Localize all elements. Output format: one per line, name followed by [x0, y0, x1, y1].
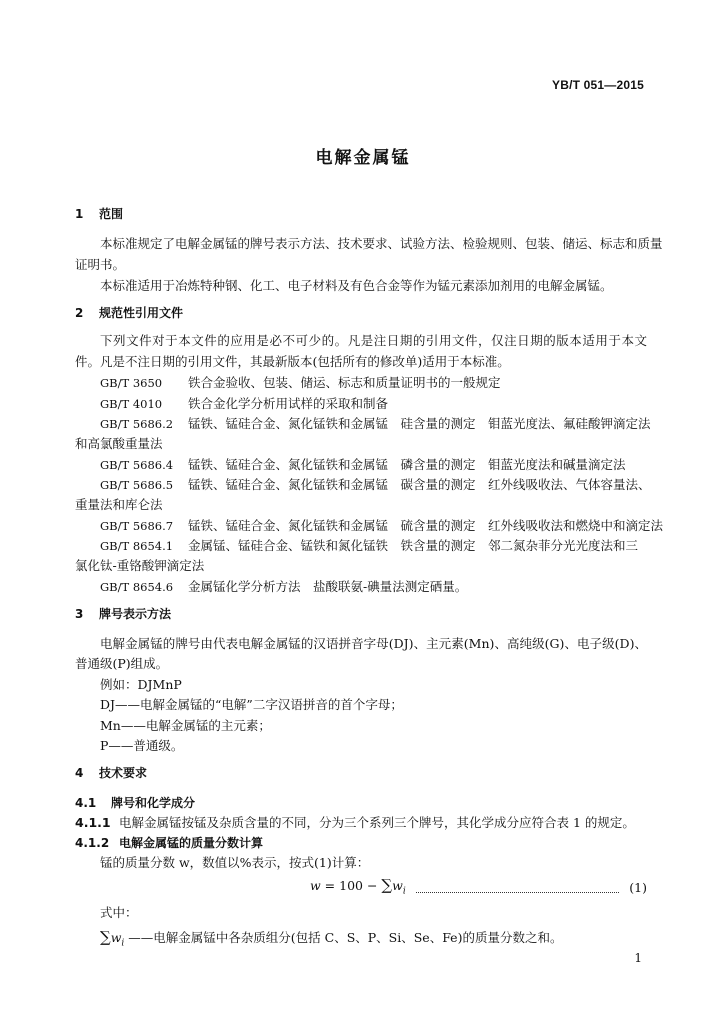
section-4-heading: [75, 765, 647, 781]
paragraph-line: 下列文件对于本文件的应用是必不可少的。凡是注日期的引用文件，仅注日期的版本适用于本文: [100, 333, 647, 348]
clause-4-1-2-heading: [75, 835, 647, 851]
subsection-number: 4.1: [75, 796, 97, 810]
variable-definition: [100, 929, 647, 952]
reference-title: 铁合金化学分析用试样的采取和制备: [188, 396, 389, 411]
reference-item: [100, 538, 647, 554]
paragraph-line: 普通级(P)组成。: [75, 656, 169, 671]
section-number: 1: [75, 207, 84, 221]
reference-item: [100, 416, 651, 432]
section-number: 2: [75, 306, 84, 320]
reference-item: [100, 375, 647, 391]
document-title: 电解金属锰: [315, 148, 411, 168]
formula-lhs: w: [310, 878, 321, 893]
formula-expression: [310, 877, 406, 900]
formula-number: (1): [629, 880, 647, 896]
reference-title: 锰铁、锰硅合金、氮化锰铁和金属锰 磷含量的测定 钼蓝光度法和碱量滴定法: [188, 457, 626, 472]
section-number: 3: [75, 607, 84, 621]
definition-subscript: i: [121, 938, 125, 949]
paragraph-line: 电解金属锰的牌号由代表电解金属锰的汉语拼音字母(DJ)、主元素(Mn)、高纯级(G)、电子级(D)、: [100, 636, 647, 651]
paragraph-line: 证明书。: [75, 257, 126, 272]
reference-title: 锰铁、锰硅合金、氮化锰铁和金属锰 碳含量的测定 红外线吸收法、气体容量法、: [188, 477, 651, 492]
reference-title-continued: 和高氯酸重量法: [75, 436, 163, 451]
sigma-symbol: ∑: [100, 928, 111, 946]
clause-number: 4.1.2: [75, 836, 110, 850]
reference-code: GB/T 8654.1: [100, 539, 174, 553]
subsection-title: 牌号和化学成分: [111, 796, 196, 810]
formula-1: [310, 877, 647, 900]
dot-leader: [416, 884, 620, 893]
reference-code: GB/T 5686.7: [100, 519, 174, 533]
definition-var: w: [110, 930, 122, 945]
paragraph-line: 本标准适用于冶炼特种钢、化工、电子材料及有色合金等作为锰元素添加剂用的电解金属锰。: [100, 278, 613, 293]
definition-mn: Mn——电解金属锰的主元素；: [100, 718, 271, 733]
section-1-heading: [75, 206, 647, 222]
section-2-heading: [75, 305, 647, 321]
definition-p: P——普通级。: [100, 738, 184, 753]
reference-item: [100, 579, 647, 595]
clause-4-1-1: [75, 815, 647, 831]
paragraph-line: 件。凡是不注日期的引用文件，其最新版本(包括所有的修改单)适用于本标准。: [75, 354, 510, 369]
section-title: 牌号表示方法: [99, 607, 172, 621]
reference-code: GB/T 5686.4: [100, 458, 174, 472]
reference-title: 锰铁、锰硅合金、氮化锰铁和金属锰 硫含量的测定 红外线吸收法和燃烧中和滴定法: [188, 518, 664, 533]
section-title: 规范性引用文件: [99, 306, 184, 320]
reference-code: GB/T 4010: [100, 397, 163, 411]
where-label: 式中：: [100, 905, 138, 920]
standard-number: YB/T 051—2015: [552, 78, 644, 92]
section-3-heading: [75, 606, 647, 622]
calculation-text: 锰的质量分数 w，数值以%表示，按式(1)计算：: [100, 855, 370, 870]
reference-title-continued: 重量法和库仑法: [75, 497, 163, 512]
formula-mid: = 100 −: [320, 878, 382, 893]
reference-code: GB/T 3650: [100, 376, 163, 390]
paragraph-line: 本标准规定了电解金属锰的牌号表示方法、技术要求、试验方法、检验规则、包装、储运、标志和质量: [100, 236, 663, 251]
reference-title: 金属锰、锰硅合金、锰铁和氮化锰铁 铁含量的测定 邻二氮杂菲分光光度法和三: [188, 538, 639, 553]
reference-code: GB/T 5686.2: [100, 417, 174, 431]
section-title: 技术要求: [99, 766, 148, 780]
sigma-symbol: ∑: [381, 876, 393, 894]
section-title: 范围: [99, 207, 124, 221]
clause-number: 4.1.1: [75, 815, 111, 830]
formula-subscript: i: [402, 886, 406, 897]
reference-title: 铁合金验收、包装、储运、标志和质量证明书的一般规定: [188, 375, 501, 390]
subsection-4-1-heading: [75, 795, 647, 811]
clause-text: 电解金属锰按锰及杂质含量的不同，分为三个系列三个牌号，其化学成分应符合表 1 的规定。: [119, 815, 635, 830]
reference-code: GB/T 5686.5: [100, 478, 174, 492]
clause-title: 电解金属锰的质量分数计算: [119, 836, 264, 850]
example-line: 例如：DJMnP: [100, 677, 182, 692]
reference-item: [100, 457, 647, 473]
reference-title: 锰铁、锰硅合金、氮化锰铁和金属锰 硅含量的测定 钼蓝光度法、氟硅酸钾滴定法: [188, 416, 651, 431]
formula-var: w: [392, 878, 403, 893]
definition-text: ——电解金属锰中各杂质组分(包括 C、S、P、Si、Se、Fe)的质量分数之和。: [124, 930, 563, 945]
reference-item: [100, 396, 647, 412]
reference-code: GB/T 8654.6: [100, 580, 174, 594]
section-number: 4: [75, 766, 84, 780]
reference-title: 金属锰化学分析方法 盐酸联氨-碘量法测定硒量。: [188, 579, 468, 594]
page-number: 1: [634, 951, 642, 965]
reference-title-continued: 氯化钛-重铬酸钾滴定法: [75, 558, 205, 573]
reference-item: [100, 477, 651, 493]
definition-dj: DJ——电解金属锰的“电解”二字汉语拼音的首个字母；: [100, 697, 403, 712]
reference-item: [100, 518, 664, 534]
